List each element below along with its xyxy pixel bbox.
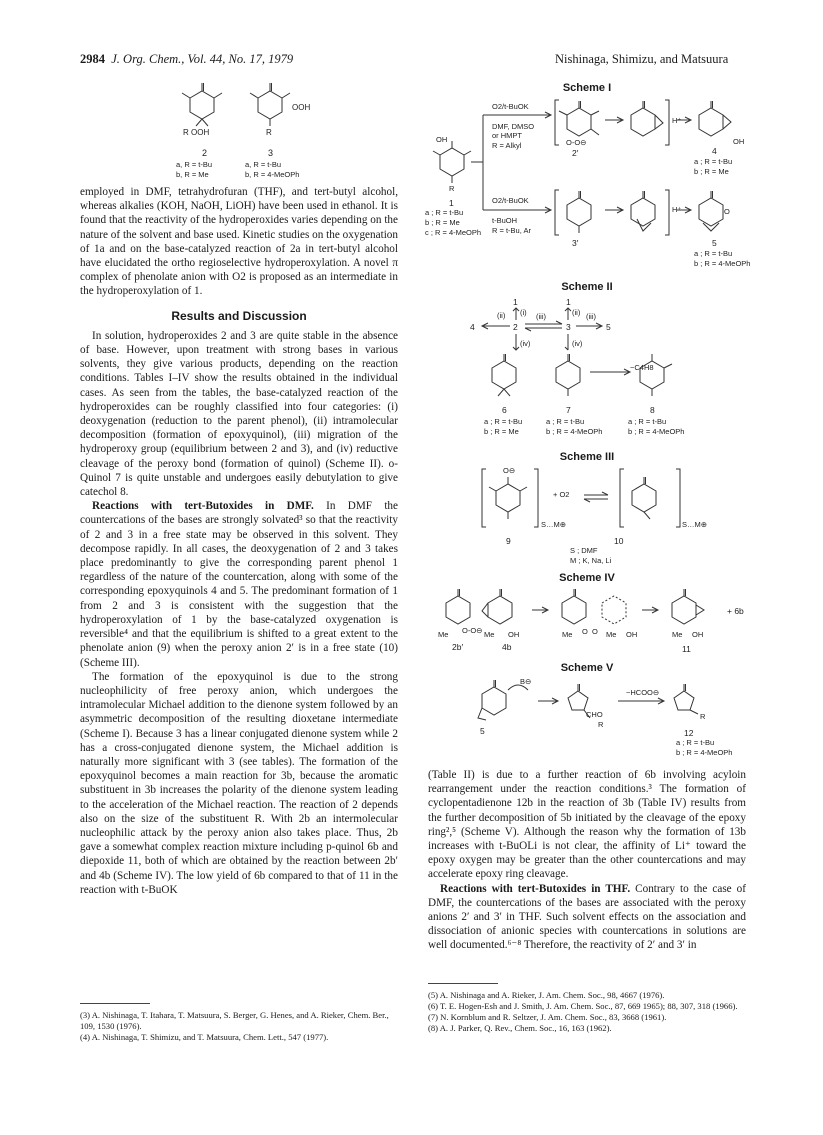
page-number: 2984: [80, 52, 105, 66]
scheme-1-bottom-product: 5: [712, 238, 717, 248]
footnote-rule-right: [428, 983, 498, 984]
scheme-1-bottom-o: O: [724, 207, 730, 216]
scheme-1-bottom-variant-a: a ; R = t-Bu: [694, 249, 733, 258]
scheme-2-product-8-number: 8: [650, 405, 655, 415]
footnote-7: (7) N. Kornblum and R. Seltzer, J. Am. Chem. Soc., 83, 3668 (1961).: [428, 1012, 667, 1022]
scheme-1-top-condition-2: or HMPT: [492, 131, 522, 140]
scheme-1-bottom-variant-b: b ; R = 4-MeOPh: [694, 259, 751, 268]
scheme-3-title: Scheme III: [559, 451, 615, 463]
scheme-2-loss: −C4H8: [630, 363, 654, 372]
scheme-5-start-number: 5: [480, 726, 485, 736]
scheme-4-atom-me-3: Me: [562, 630, 573, 639]
scheme-2-reaction-ii-right: (ii): [572, 308, 581, 317]
scheme-3-left-number: 9: [506, 536, 511, 546]
dmf-runin-heading: Reactions with tert-Butoxides in DMF.: [92, 500, 314, 513]
scheme-2-reaction-i: (i): [520, 308, 527, 317]
scheme-1-r: R: [449, 184, 455, 193]
structure-2-variant-a: a, R = t-Bu: [176, 160, 213, 169]
scheme-2-product-7-number: 7: [566, 405, 571, 415]
scheme-4-atom-o-1: O: [582, 627, 588, 636]
scheme-3-phenolate-ion: O⊖: [503, 466, 516, 475]
scheme-1-top-oh: OH: [733, 137, 745, 146]
scheme-5-title: Scheme V: [560, 662, 614, 674]
scheme-5-r-intermediate: R: [598, 720, 604, 729]
scheme-5-base: B⊖: [520, 677, 532, 686]
scheme-3-s-m-right: S…M⊕: [682, 520, 708, 529]
scheme-1-bottom-condition-2: R = t-Bu, Ar: [492, 226, 531, 235]
scheme-2-reaction-iii: (iii): [536, 312, 546, 321]
scheme-2-n3: 3: [566, 322, 571, 332]
scheme-3-oxygen: + O2: [553, 490, 570, 499]
scheme-1-proton-bottom: H⁺: [672, 205, 682, 214]
structure-2-substituents: R OOH: [183, 128, 210, 137]
scheme-1-top-condition-1: DMF, DMSO: [492, 122, 535, 131]
scheme-4-atom-oo: O-O⊖: [462, 626, 483, 635]
scheme-2-reaction-iv-left: (iv): [520, 339, 531, 348]
scheme-2-product-6-variant-b: b ; R = Me: [484, 427, 519, 436]
scheme-5-variant-a: a ; R = t-Bu: [676, 738, 715, 747]
structure-3-number: 3: [268, 148, 274, 158]
scheme-3-solvent: S ; DMF: [570, 546, 598, 555]
scheme-1-top-product: 4: [712, 146, 717, 156]
thf-runin-heading: Reactions with tert-Butoxides in THF.: [440, 882, 631, 895]
scheme-5-cho: CHO: [586, 710, 603, 719]
structure-2-variant-b: b, R = Me: [176, 170, 209, 179]
scheme-3-right-number: 10: [614, 536, 624, 546]
scheme-1-top-intermediate: 2′: [572, 148, 579, 158]
section-heading: Results and Discussion: [171, 308, 307, 323]
scheme-3-drawing: [480, 465, 710, 535]
scheme-5-product-number: 12: [684, 728, 694, 738]
scheme-1-start-number: 1: [449, 198, 454, 208]
scheme-4-atom-me-2: Me: [484, 630, 495, 639]
left-column-body: [80, 185, 398, 897]
scheme-4-label-2b: 2b′: [452, 642, 464, 652]
scheme-2-product-6-variant-a: a ; R = t-Bu: [484, 417, 523, 426]
scheme-1-oh: OH: [436, 135, 448, 144]
left-footnotes: [80, 1010, 398, 1043]
scheme-2-product-7-variant-b: b ; R = 4-MeOPh: [546, 427, 603, 436]
structure-2-number: 2: [202, 148, 208, 158]
scheme-4-atom-me-1: Me: [438, 630, 449, 639]
scheme-2-n5: 5: [606, 322, 611, 332]
scheme-4-drawing: [432, 585, 762, 655]
right-column-body: [428, 768, 746, 953]
scheme-1-top-variant-b: b ; R = Me: [694, 167, 729, 176]
footnote-3: (3) A. Nishinaga, T. Itahara, T. Matsuura, S. Berger, G. Henes, and A. Rieker, Chem. Ber., 109, 1530 (1976).: [80, 1010, 389, 1031]
scheme-5-variant-b: b ; R = 4-MeOPh: [676, 748, 733, 757]
footnote-rule-left: [80, 1003, 150, 1004]
scheme-4-atom-oh-3: OH: [692, 630, 704, 639]
scheme-1-title: Scheme I: [562, 82, 612, 94]
scheme-4-label-4b: 4b: [502, 642, 512, 652]
scheme-2-product-8-variant-a: a ; R = t-Bu: [628, 417, 667, 426]
scheme-2-n2: 2: [513, 322, 518, 332]
scheme-1-top-condition-3: R = Alkyl: [492, 141, 522, 150]
scheme-3-s-m-left: S…M⊕: [541, 520, 567, 529]
scheme-1-bottom-condition-1: t-BuOH: [492, 216, 518, 225]
scheme-4-atom-o-2: O: [592, 627, 598, 636]
scheme-2-reaction-iii-right: (iii): [586, 312, 596, 321]
scheme-5-loss: −HCOO⊖: [626, 688, 660, 697]
scheme-1-proton-top: H⁺: [672, 116, 682, 125]
scheme-2-reaction-ii-left: (ii): [497, 311, 506, 320]
scheme-4-title: Scheme IV: [559, 572, 615, 584]
right-footnotes: [428, 990, 746, 1034]
footnote-5: (5) A. Nishinaga and A. Rieker, J. Am. Chem. Soc., 98, 4667 (1976).: [428, 990, 665, 1000]
scheme-4-atom-oh-2: OH: [626, 630, 638, 639]
dmf-paragraph-1: In DMF the countercations of the bases are strongly solvated³ so that the reactivity of 2 and 3 in a free state may be observed in this solvent. They decompose rapidly. In all cases, the deoxygenation of 2 and 3 takes place predominantly to give the corresponding parent phenol 1 regardless of the nature of the countercation, along with some of the corresponding epoxyquinols 4 and 5. The predominant formation of 1 from 2 and 3 is consistent with the suggestion that the hydroperoxylation of 1 by the base-catalyzed oxygenation is reversible⁴ and that the equilibrium is shifted to a great extent to the phenolate anion (9) when the peroxy anion 2′ is in a free state (10) (Scheme III).: [80, 500, 398, 669]
structure-3-substituents: R: [266, 128, 272, 137]
scheme-4-atom-me-5: Me: [672, 630, 683, 639]
scheme-1-start-variant-c: c ; R = 4-MeOPh: [425, 228, 482, 237]
scheme-4-atom-me-4: Me: [606, 630, 617, 639]
scheme-1-peroxy-anion: O-O⊖: [566, 138, 587, 147]
running-header-left: [80, 52, 293, 67]
scheme-2-n4: 4: [470, 322, 475, 332]
scheme-2-product-7-variant-a: a ; R = t-Bu: [546, 417, 585, 426]
scheme-1-top-reagent: O2/t-BuOK: [492, 102, 529, 111]
right-paragraph-1: (Table II) is due to a further reaction of 6b involving acyloin rearrangement under the reaction conditions.³ The formation of cyclopentadienone 12b in the reaction of 3b (Table IV) results from the further decomposition of 5b initiated by the cleavage of the epoxy ring²,⁵ (Scheme V). Although the reason why the formation of 13b increases with t-BuOLi is not clear, the affinity of Li⁺ toward the epoxy oxygen may be greater than the other countercations and may accelerate epoxy ring cleavage.: [428, 769, 746, 881]
scheme-2-product-6-number: 6: [502, 405, 507, 415]
results-paragraph-1: In solution, hydroperoxides 2 and 3 are quite stable in the absence of base. However, upon treatment with strong bases in various solvents, they give various products, depending on the reaction conditions. Tables I–IV show the results obtained in the individual cases. As seen from the tables, the base-catalyzed reaction of the hydroperoxides can be roughly classified into four categories: (i) deoxygenation (reduction to the parent phenol), (ii) intramolecular decomposition (formation of epoxyquinol), (iii) migration of the hydroperoxy group (equilibrium between 2 and 3), and (iv) reductive cleavage of the peroxy bond (formation of quinol) (Scheme II). o-Quinol 7 is quite unstable and undergoes easily debutylation to give catechol 8.: [80, 329, 398, 499]
scheme-2-product-8-variant-b: b ; R = 4-MeOPh: [628, 427, 685, 436]
dmf-paragraph-2: The formation of the epoxyquinol is due to the strong nucleophilicity of free peroxy anion, which undergoes the intramolecular Michael addition to the dienone system followed by an asymmetric decomposition of the resulting dioxetane intermediate (Scheme I). Because 3 has a linear conjugated dienone system while 2 has a cross-conjugated dienone system, the Michael addition is naturally more significant with 3 (see tables). The formation of the epoxyquinol becomes a main reaction for 3b, because the aromatic substituent in 3b increases the polarity of the dienone system leading to the acceleration of the Michael reaction. The reaction of 2 depends also on the size of the substituent R. With 2b an intermolecular nucleophilic attack by the peroxy anion also takes place. Thus, 2b gave a somewhat complex reaction mixture including p-quinol 6b and diepoxide 11, both of which are obtained by the reaction between 2b′ and 4b (Scheme IV). The low yield of 6b compared to that of 11 in the reaction with t-BuOK: [80, 670, 398, 896]
scheme-1-start-variant-a: a ; R = t-Bu: [425, 208, 464, 217]
structure-3-variant-a: a, R = t-Bu: [245, 160, 282, 169]
scheme-4-label-11: 11: [682, 644, 691, 654]
scheme-2-n1a: 1: [513, 297, 518, 307]
scheme-5-r-product: R: [700, 712, 706, 721]
scheme-2-reaction-iv-right: (iv): [572, 339, 583, 348]
journal-citation: J. Org. Chem., Vol. 44, No. 17, 1979: [111, 52, 294, 66]
scheme-2-drawing: [470, 300, 700, 410]
structure-3-ooh: OOH: [292, 103, 311, 112]
footnote-4: (4) A. Nishinaga, T. Shimizu, and T. Matsuura, Chem. Lett., 547 (1977).: [80, 1032, 329, 1042]
footnote-6: (6) T. E. Hogen-Esh and J. Smith, J. Am. Chem. Soc., 87, 669 1965); 88, 307, 318 (1966).: [428, 1001, 738, 1011]
scheme-1-drawing: [425, 95, 755, 270]
running-header-authors: Nishinaga, Shimizu, and Matsuura: [555, 52, 729, 66]
footnote-8: (8) A. J. Parker, Q. Rev., Chem. Soc., 16, 163 (1962).: [428, 1023, 612, 1033]
scheme-2-n1b: 1: [566, 297, 571, 307]
scheme-1-bottom-reagent: O2/t-BuOK: [492, 196, 529, 205]
intro-paragraph: employed in DMF, tetrahydrofuran (THF), and tert-butyl alcohol, whereas alkalies (KOH, NaOH, LiOH) have been used in ethanol. It is found that the reactivity of the hydroperoxides varies depending on the nature of the solvent and base used. Kinetic studies on the oxygenation of 1a and on the base-catalyzed reaction of 2a in tert-butyl alcohol have elucidated the ortho regioselective hydroperoxylation. A novel π complex of phenolate anion with O2 is proposed as an intermediate in the hydroperoxylation of 1.: [80, 186, 398, 298]
scheme-1-bottom-intermediate: 3′: [572, 238, 579, 248]
thf-paragraph: Contrary to the case of DMF, the countercations of the bases are associated with the peroxy anions 2′ and 3′ in THF. Such solvent effects on the association and dissociation of anionic species with countercations in solutions are well documented.⁶⁻⁸ Therefore, the reactivity of 2′ and 3′ in: [428, 882, 746, 952]
scheme-1-top-variant-a: a ; R = t-Bu: [694, 157, 733, 166]
scheme-3-metals: M ; K, Na, Li: [570, 556, 612, 565]
scheme-2-title: Scheme II: [561, 281, 613, 293]
scheme-4-atom-oh-1: OH: [508, 630, 520, 639]
scheme-4-plus-product: + 6b: [727, 606, 744, 616]
scheme-1-start-variant-b: b ; R = Me: [425, 218, 460, 227]
structure-3-variant-b: b, R = 4-MeOPh: [245, 170, 300, 179]
